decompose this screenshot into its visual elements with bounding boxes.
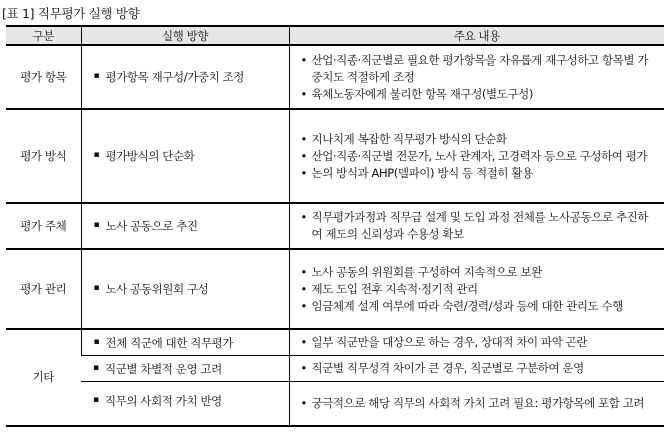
table-row bbox=[6, 249, 664, 329]
table-row bbox=[6, 356, 664, 382]
row-direction bbox=[81, 45, 289, 109]
header-details: 주요 내용 bbox=[289, 26, 664, 45]
row-details bbox=[289, 45, 664, 109]
header-direction: 실행 방향 bbox=[81, 26, 289, 45]
row-direction bbox=[81, 203, 289, 249]
detail-item: • 임금체계 설계 여부에 따라 숙련/경력/성과 등에 대한 관리도 수행 bbox=[300, 298, 655, 315]
direction-text: ▪ 노사 공동위원회 구성 bbox=[94, 281, 289, 297]
row-category: 평가 방식 bbox=[20, 149, 67, 163]
direction-text: ▪ 직무의 사회적 가치 반영 bbox=[93, 393, 289, 409]
row-category: 기타 bbox=[32, 370, 54, 385]
detail-item: • 산업·직종·직군별로 필요한 평가항목을 자유롭게 재구성하고 항목별 가중치도 적절하게 조정 bbox=[300, 52, 655, 86]
detail-item: • 육체노동자에게 불리한 항목 재구성(별도구성) bbox=[300, 86, 655, 103]
table-row bbox=[6, 203, 664, 249]
detail-item: • 산업·직종·직군별 전문가, 노사 관계자, 고경력자 등으로 구성하여 평가 bbox=[300, 148, 655, 165]
row-category: 평가 주체 bbox=[20, 219, 67, 233]
table-row bbox=[6, 382, 664, 426]
detail-item: • 일부 직군만을 대상으로 하는 경우, 상대적 차이 파악 곤란 bbox=[300, 334, 655, 351]
row-details bbox=[289, 203, 664, 249]
row-details bbox=[289, 356, 664, 382]
detail-item: • 제도 도입 전후 지속적·정기적 관리 bbox=[300, 281, 655, 298]
table-row bbox=[6, 109, 664, 203]
row-details bbox=[289, 329, 664, 356]
row-direction bbox=[81, 249, 289, 329]
table-header-row bbox=[6, 26, 664, 45]
detail-item: • 지나치게 복잡한 직무평가 방식의 단순화 bbox=[300, 131, 655, 148]
direction-text: ▪ 평가항목 재구성/가중치 조정 bbox=[94, 69, 289, 85]
row-category: 평가 항목 bbox=[20, 70, 67, 84]
detail-item: • 직군별 직무성격 차이가 큰 경우, 직군별로 구분하여 운영 bbox=[300, 360, 655, 377]
row-direction bbox=[81, 109, 289, 203]
detail-item: • 노사 공동의 위원회를 구성하여 지속적으로 보완 bbox=[300, 264, 655, 281]
direction-text: ▪ 평가방식의 단순화 bbox=[94, 148, 289, 164]
direction-text: ▪ 직군별 차별적 운영 고려 bbox=[93, 361, 289, 377]
direction-text: ▪ 노사 공동으로 추진 bbox=[94, 218, 289, 234]
row-category: 평가 관리 bbox=[20, 282, 67, 296]
table-row bbox=[6, 329, 664, 356]
table-row bbox=[6, 45, 664, 109]
row-details bbox=[289, 382, 664, 426]
detail-item: • 논의 방식과 AHP(델파이) 방식 등 적절히 활용 bbox=[300, 165, 655, 182]
detail-item: • 직무평가과정과 직무급 설계 및 도입 과정 전체를 노사공동으로 추진하여 제도의 신뢰성과 수용성 확보 bbox=[300, 209, 655, 243]
row-direction bbox=[81, 382, 289, 426]
detail-item: • 궁극적으로 해당 직무의 사회적 가치 고려 필요: 평가항목에 포함 고려 bbox=[300, 395, 655, 412]
table-caption: [표 1] 직무평가 실행 방향 bbox=[2, 6, 140, 21]
direction-text: ▪ 전체 직군에 대한 직무평가 bbox=[94, 335, 289, 351]
header-category: 구분 bbox=[6, 26, 81, 45]
row-direction bbox=[81, 356, 289, 382]
row-details bbox=[289, 109, 664, 203]
row-direction bbox=[81, 329, 289, 356]
policy-table bbox=[6, 25, 664, 427]
row-details bbox=[289, 249, 664, 329]
